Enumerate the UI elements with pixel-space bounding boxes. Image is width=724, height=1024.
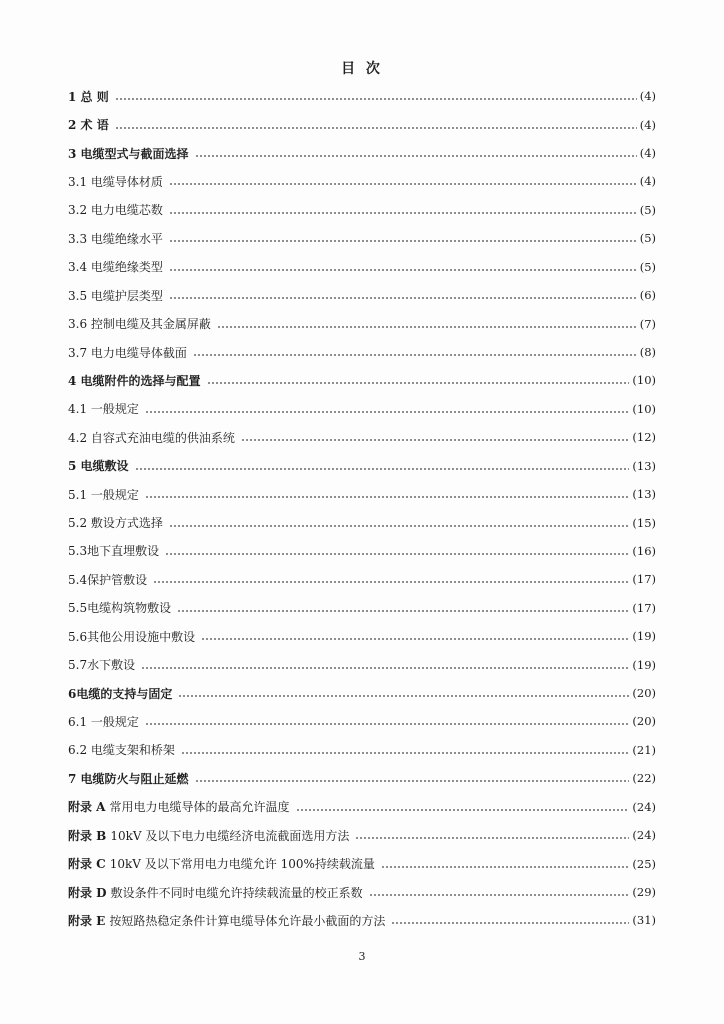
toc-appendix-entry: [68, 849, 656, 877]
toc-entry-page: (5): [639, 231, 656, 246]
dot-leader: [241, 439, 629, 441]
toc-entry-page: (13): [632, 458, 656, 473]
toc-entry: [68, 395, 656, 423]
dot-leader: [145, 723, 629, 725]
dot-leader: [195, 780, 630, 782]
dot-leader: [115, 127, 637, 129]
dot-leader: [169, 269, 637, 271]
dot-leader: [141, 667, 629, 669]
dot-leader: [135, 468, 630, 470]
toc-entry-label: 3.1 电缆导体材质: [68, 174, 163, 189]
toc-entry-label: 1 总 则: [68, 89, 109, 104]
toc-entry-label: 3.5 电缆护层类型: [68, 288, 163, 303]
toc-entry: [68, 622, 656, 650]
toc-appendix-entry: [68, 906, 656, 934]
dot-leader: [193, 354, 637, 356]
toc-entry-label: 3 电缆型式与截面选择: [68, 146, 189, 161]
toc-entry-label: 3.4 电缆绝缘类型: [68, 260, 163, 275]
toc-entry-label: 2 术 语: [68, 118, 109, 133]
toc-entry-page: (25): [632, 856, 656, 871]
toc-entry: [68, 537, 656, 565]
dot-leader: [169, 212, 637, 214]
toc-entry-page: (22): [632, 771, 656, 786]
appendix-prefix: 附录 B: [68, 828, 107, 843]
toc-entry: [68, 707, 656, 735]
toc-entry-label: 10kV 及以下电力电缆经济电流截面选用方法: [110, 828, 350, 843]
page-number: 3: [358, 950, 366, 963]
table-of-contents: [68, 82, 656, 935]
dot-leader: [355, 837, 629, 839]
toc-entry-page: (20): [632, 714, 656, 729]
toc-entry-page: (17): [632, 572, 656, 587]
dot-leader: [169, 240, 637, 242]
toc-entry: [68, 451, 656, 479]
toc-appendix-entry: [68, 793, 656, 821]
toc-appendix-entry: [68, 878, 656, 906]
toc-entry-label: 常用电力电缆导体的最高允许温度: [109, 800, 290, 815]
toc-entry-label: 10kV 及以下常用电力电缆允许 100%持续载流量: [109, 857, 375, 872]
toc-appendix-entry: [68, 821, 656, 849]
toc-entry: [68, 650, 656, 678]
toc-entry-page: (16): [632, 543, 656, 558]
toc-entry-label: 4.1 一般规定: [68, 402, 139, 417]
dot-leader: [145, 411, 629, 413]
toc-entry: [68, 764, 656, 792]
toc-entry-label: 5.6其他公用设施中敷设: [68, 629, 196, 644]
toc-entry: [68, 139, 656, 167]
toc-title: 目 次: [341, 61, 383, 77]
toc-entry-label: 6电缆的支持与固定: [68, 686, 173, 701]
appendix-prefix: 附录 A: [68, 800, 106, 815]
toc-entry: [68, 338, 656, 366]
toc-entry-page: (31): [632, 913, 656, 928]
dot-leader: [201, 638, 629, 640]
toc-entry-label: 5.3地下直埋敷设: [68, 544, 160, 559]
toc-entry-page: (19): [632, 629, 656, 644]
toc-entry: [68, 167, 656, 195]
toc-entry-page: (24): [632, 828, 656, 843]
dot-leader: [169, 525, 629, 527]
toc-entry-label: 5.4保护管敷设: [68, 572, 148, 587]
toc-entry-page: (4): [639, 89, 656, 104]
toc-entry-label: 3.6 控制电缆及其金属屏蔽: [68, 317, 211, 332]
toc-entry-label: 5.1 一般规定: [68, 487, 139, 502]
toc-entry: [68, 110, 656, 138]
toc-entry: [68, 594, 656, 622]
dot-leader: [195, 155, 637, 157]
toc-entry-page: (19): [632, 657, 656, 672]
toc-entry-page: (24): [632, 799, 656, 814]
toc-entry-page: (20): [632, 686, 656, 701]
toc-entry-page: (13): [632, 487, 656, 502]
dot-leader: [169, 183, 637, 185]
toc-entry-label: 3.7 电力电缆导体截面: [68, 345, 187, 360]
toc-entry: [68, 423, 656, 451]
toc-entry-page: (10): [632, 373, 656, 388]
toc-entry-page: (4): [639, 146, 656, 161]
toc-entry-page: (21): [632, 742, 656, 757]
toc-entry: [68, 224, 656, 252]
toc-entry-label: 5.7水下敷设: [68, 658, 136, 673]
dot-leader: [369, 894, 630, 896]
dot-leader: [181, 752, 629, 754]
dot-leader: [296, 809, 630, 811]
toc-entry-label: 3.3 电缆绝缘水平: [68, 231, 163, 246]
toc-entry: [68, 309, 656, 337]
toc-entry: [68, 480, 656, 508]
toc-entry-label: 5.2 敷设方式选择: [68, 516, 163, 531]
toc-entry-label: 7 电缆防火与阻止延燃: [68, 771, 189, 786]
toc-entry-label: 敷设条件不同时电缆允许持续载流量的校正系数: [110, 885, 363, 900]
toc-entry-page: (17): [632, 600, 656, 615]
dot-leader: [169, 297, 637, 299]
toc-entry: [68, 565, 656, 593]
dot-leader: [115, 98, 637, 100]
toc-entry-label: 6.1 一般规定: [68, 714, 139, 729]
toc-entry-label: 3.2 电力电缆芯数: [68, 203, 163, 218]
dot-leader: [145, 496, 629, 498]
toc-entry-page: (29): [632, 885, 656, 900]
toc-entry-label: 5.5电缆构筑物敷设: [68, 601, 172, 616]
dot-leader: [391, 922, 629, 924]
toc-entry: [68, 679, 656, 707]
dot-leader: [178, 695, 629, 697]
dot-leader: [217, 326, 637, 328]
dot-leader: [207, 382, 630, 384]
toc-entry: [68, 508, 656, 536]
appendix-prefix: 附录 E: [68, 913, 106, 928]
dot-leader: [381, 866, 630, 868]
toc-entry-page: (6): [639, 288, 656, 303]
toc-entry-page: (4): [639, 174, 656, 189]
toc-entry-page: (4): [639, 117, 656, 132]
toc-entry-page: (8): [639, 345, 656, 359]
toc-entry-page: (5): [639, 259, 656, 274]
toc-entry: [68, 366, 656, 394]
toc-entry-label: 4 电缆附件的选择与配置: [68, 373, 201, 388]
toc-entry: [68, 253, 656, 281]
dot-leader: [177, 610, 629, 612]
toc-entry-label: 6.2 电缆支架和桥架: [68, 743, 175, 758]
toc-entry-page: (10): [632, 401, 656, 416]
toc-entry-page: (5): [639, 202, 656, 217]
toc-entry-page: (15): [632, 515, 656, 530]
toc-entry-label: 按短路热稳定条件计算电缆导体允许最小截面的方法: [109, 913, 386, 928]
toc-entry-label: 5 电缆敷设: [68, 459, 129, 474]
dot-leader: [153, 581, 629, 583]
dot-leader: [165, 553, 629, 555]
toc-entry: [68, 196, 656, 224]
appendix-prefix: 附录 D: [68, 885, 107, 900]
toc-entry-label: 4.2 自容式充油电缆的供油系统: [68, 430, 235, 445]
appendix-prefix: 附录 C: [68, 857, 106, 872]
toc-entry-page: (7): [639, 316, 656, 331]
toc-entry: [68, 82, 656, 110]
toc-entry: [68, 281, 656, 309]
toc-entry-page: (12): [632, 430, 656, 445]
toc-entry: [68, 736, 656, 764]
